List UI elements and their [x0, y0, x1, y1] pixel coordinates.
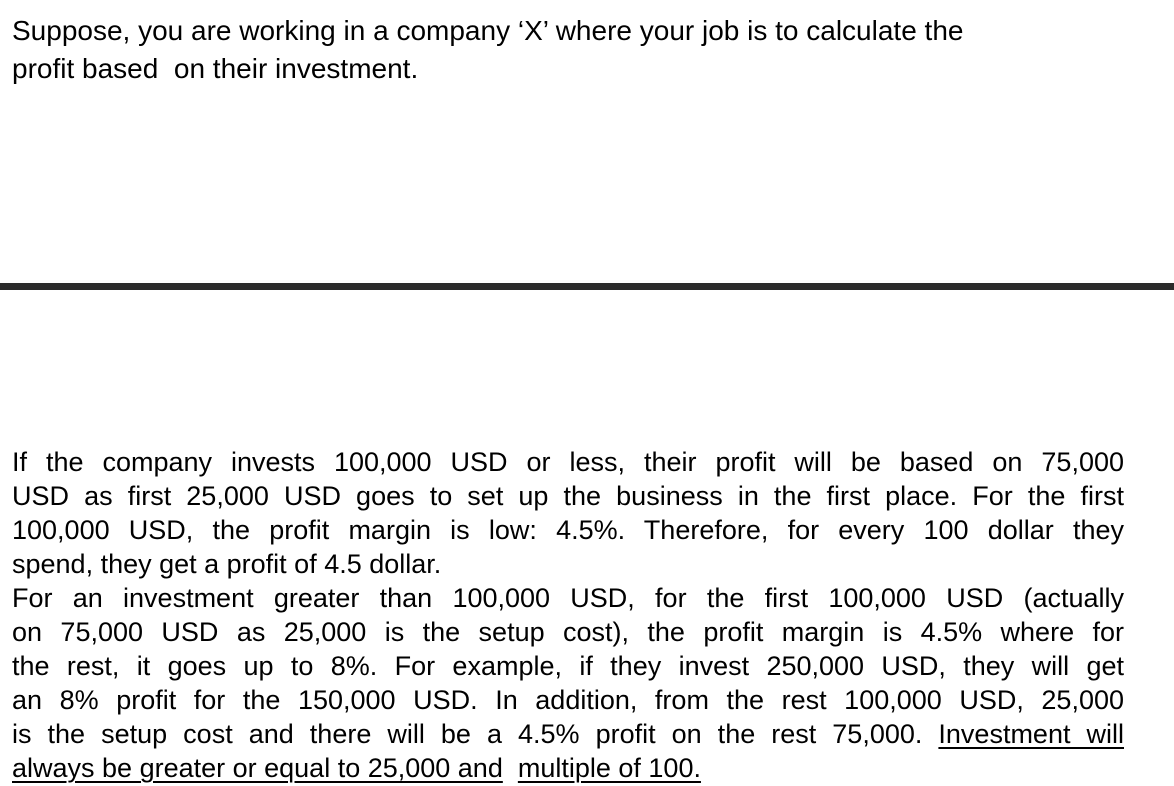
underlined-note-part-2: multiple of 100.	[517, 753, 701, 783]
underlined-note-start: Investment will	[938, 719, 1124, 749]
body-line-3: 100,000 USD, the profit margin is low: 4.5%. Therefore, for every 100 dollar they	[12, 515, 1124, 545]
body-line-10	[12, 751, 1124, 785]
body-line-6: on 75,000 USD as 25,000 is the setup cost), the profit margin is 4.5% where for	[12, 617, 1124, 647]
problem-description	[12, 445, 1124, 785]
body-line-1: If the company invests 100,000 USD or less, their profit will be based on 75,000	[12, 447, 1124, 477]
body-line-9	[12, 717, 1124, 751]
body-line-4: spend, they get a profit of 4.5 dollar.	[12, 549, 442, 579]
underlined-note-part-1: always be greater or equal to 25,000 and	[12, 753, 503, 783]
section-divider	[0, 283, 1174, 290]
body-line-2: USD as first 25,000 USD goes to set up the business in the first place. For the first	[12, 481, 1124, 511]
body-line-8: an 8% profit for the 150,000 USD. In addition, from the rest 100,000 USD, 25,000	[12, 685, 1124, 715]
intro-line-1: Suppose, you are working in a company ‘X’ where your job is to calculate the	[12, 15, 964, 46]
body-line-9-text: is the setup cost and there will be a 4.5% profit on the rest 75,000.	[12, 719, 939, 749]
body-line-7: the rest, it goes up to 8%. For example, if they invest 250,000 USD, they will get	[12, 651, 1124, 681]
intro-paragraph	[12, 12, 1152, 88]
intro-line-2: profit based on their investment.	[12, 53, 419, 84]
body-line-5: For an investment greater than 100,000 USD, for the first 100,000 USD (actually	[12, 583, 1124, 613]
